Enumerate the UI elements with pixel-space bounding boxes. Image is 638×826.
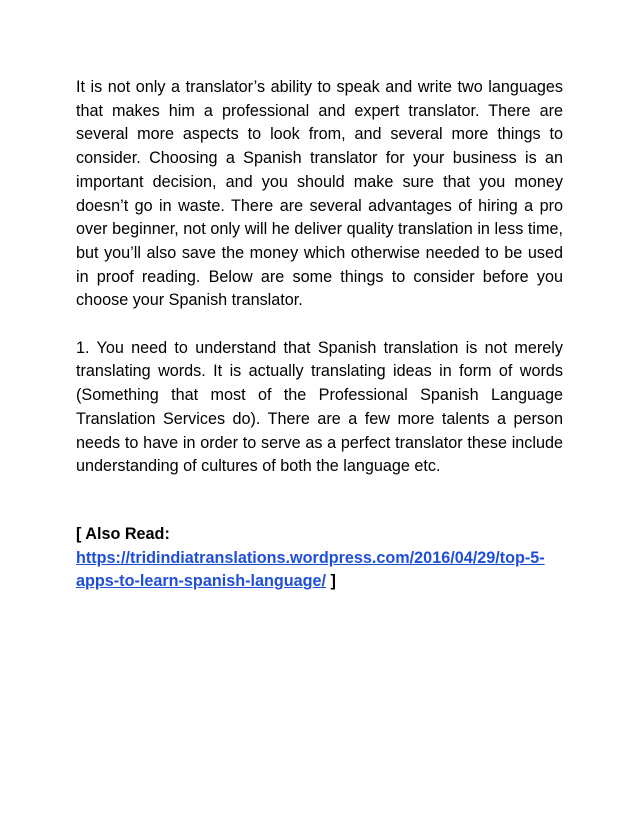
paragraph-point-1: 1. You need to understand that Spanish translation is not merely translating words. It is actually translating ideas in form of words (Something that most of the Professional Spanish Language Translation Services do). There are a few more talents a person needs to have in order to serve as a perfect translator these include understanding of cultures of both the language etc. bbox=[76, 338, 563, 476]
also-read-prefix: [ Also Read: bbox=[76, 524, 170, 543]
also-read-suffix: ] bbox=[326, 572, 336, 591]
also-read-block bbox=[76, 523, 563, 594]
document-body bbox=[76, 76, 563, 594]
also-read-link[interactable]: https://tridindiatranslations.wordpress.com/2016/04/29/top-5-apps-to-learn-spanish-language/ bbox=[76, 548, 545, 591]
paragraph-intro: It is not only a translator’s ability to speak and write two languages that makes him a professional and expert translator. There are several more aspects to look from, and several more things to consider. Choosing a Spanish translator for your business is an important decision, and you should make sure that you money doesn’t go in waste. There are several advantages of hiring a pro over beginner, not only will he deliver quality translation in less time, but you’ll also save the money which otherwise needed to be used in proof reading. Below are some things to consider before you choose your Spanish translator. bbox=[76, 78, 563, 310]
